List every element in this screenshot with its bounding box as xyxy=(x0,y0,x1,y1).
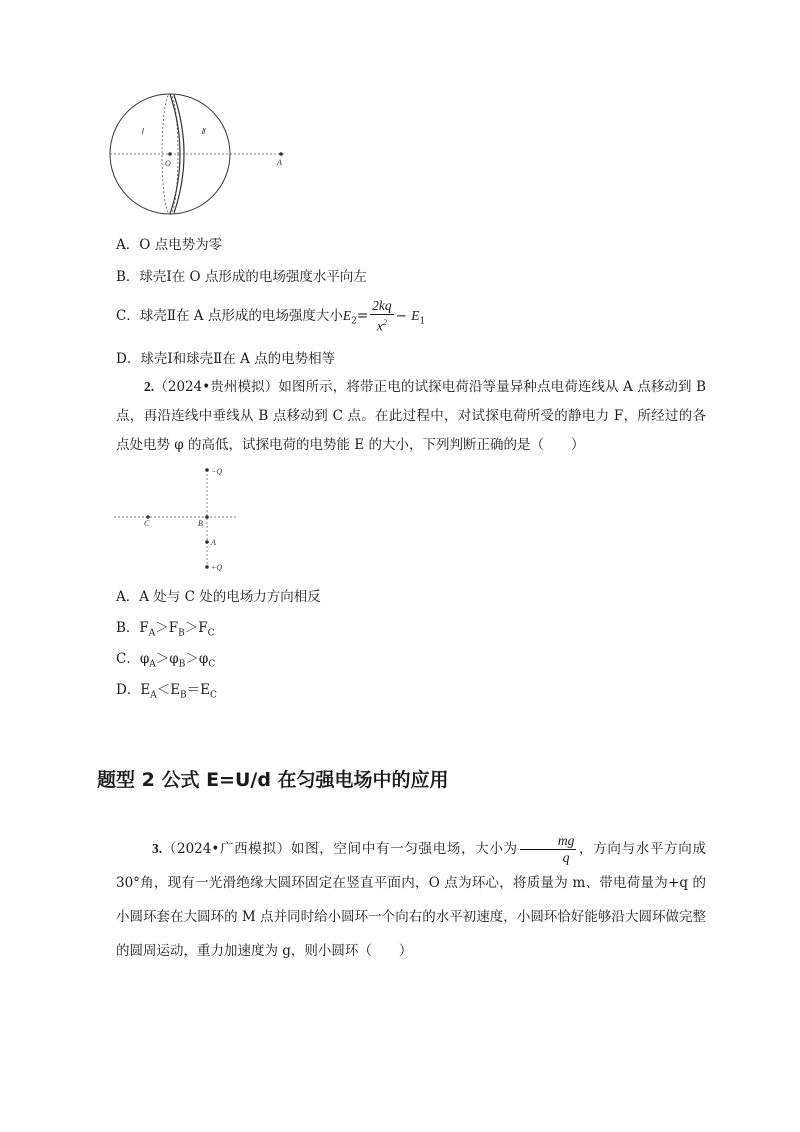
q3-question xyxy=(116,832,706,968)
charge-pos xyxy=(205,565,209,569)
q3-frac-num: mg xyxy=(520,833,577,850)
q2-b-c-sub: C xyxy=(207,628,215,639)
q2-d-b: E xyxy=(170,682,181,698)
q2-option-a: A．A 处与 C 处的电场力方向相反 xyxy=(116,589,321,605)
q1-option-a: A．O 点电势为零 xyxy=(116,237,223,253)
q2-d-b-sub: B xyxy=(180,690,187,701)
q2-c-a-sub: A xyxy=(149,659,156,670)
formula-denominator xyxy=(370,315,394,335)
formula-den-var: x xyxy=(376,318,383,334)
formula-fraction xyxy=(370,298,394,335)
formula-rhs: E xyxy=(411,307,420,323)
q2-option-b xyxy=(116,616,215,639)
q1-option-c-text: C．球壳Ⅱ在 A 点形成的电场强度大小 xyxy=(116,307,343,324)
point-A xyxy=(279,152,283,156)
label-I: Ⅰ xyxy=(141,127,144,136)
formula-eq: = xyxy=(356,307,369,324)
label-O: O xyxy=(165,159,171,168)
label-B: B xyxy=(198,519,203,528)
formula-lhs-sub: 2 xyxy=(351,316,357,327)
q1-option-d: D．球壳Ⅰ和球壳Ⅱ在 A 点的电势相等 xyxy=(116,351,336,367)
formula-lhs: E xyxy=(342,307,352,323)
label-A-2: A xyxy=(211,538,216,547)
q2-option-d xyxy=(116,678,217,701)
q2-d-a-sub: A xyxy=(150,690,157,701)
q2-c-b: φ xyxy=(169,651,179,667)
q2-c-gt2: ＞ xyxy=(185,651,199,667)
q1-option-b: B．球壳Ⅰ在 O 点形成的电场强度水平向左 xyxy=(116,269,367,285)
q2-d-c: E xyxy=(200,682,211,698)
formula-rhs-sub: 1 xyxy=(419,316,426,327)
q2-b-c: F xyxy=(198,620,208,636)
q1-option-c xyxy=(116,298,425,335)
figure-sphere-shells xyxy=(105,92,295,222)
q2-option-b-prefix: B． xyxy=(116,620,140,636)
point-O xyxy=(168,152,172,156)
q2-b-gt2: ＞ xyxy=(184,620,199,636)
q3-fraction xyxy=(520,833,577,866)
q3-text-part2: ，方向与水平方向成 30°角，现有一光滑绝缘大圆环固定在竖直平面内，O 点为环心，将质量为 m、带电荷量为+q 的小圆环套在大圆环的 M 点并同时给小圆环一个向右的水平初速度，小圆环恰好能够沿大圆环做完整的圆周运动，重力加速度为 g，则小圆环（ ） xyxy=(116,841,706,959)
point-A-2 xyxy=(205,540,209,544)
q2-c-c: φ xyxy=(198,651,209,667)
q2-option-c-prefix: C． xyxy=(116,651,140,667)
q2-b-a: F xyxy=(139,620,149,636)
formula-den-sup: 2 xyxy=(382,318,387,327)
q2-option-d-prefix: D． xyxy=(116,682,141,698)
label-negQ: −Q xyxy=(211,467,223,476)
q2-b-b-sub: B xyxy=(178,628,185,639)
label-posQ: +Q xyxy=(211,563,223,572)
q2-d-eq: ＝ xyxy=(186,682,201,698)
formula-numerator: 2kq xyxy=(372,298,392,313)
label-II: Ⅱ xyxy=(201,127,205,136)
q2-b-gt1: ＞ xyxy=(155,620,169,636)
q2-d-c-sub: C xyxy=(210,690,217,701)
q2-number: 2. xyxy=(144,379,155,394)
q3-text-part1: （2024•广西模拟）如图，空间中有一匀强电场，大小为 xyxy=(162,841,518,857)
q3-frac-den: q xyxy=(562,850,570,865)
q2-b-a-sub: A xyxy=(148,628,156,639)
section-heading: 题型 2 公式 E=U/d 在匀强电场中的应用 xyxy=(97,769,449,791)
q2-option-c xyxy=(116,647,215,670)
q2-text: （2024•贵州模拟）如图所示，将带正电的试探电荷沿等量异种点电荷连线从 A 点移动到 B 点，再沿连线中垂线从 B 点移动到 C 点。在此过程中，对试探电荷所受的静电力 F，所经过的各点处电势 φ 的高低，试探电荷的电势能 E 的大小，下列判断正确的是（ ） xyxy=(116,379,706,453)
q2-c-a: φ xyxy=(139,651,150,667)
q2-question xyxy=(116,372,706,460)
label-C: C xyxy=(144,519,150,528)
point-B xyxy=(205,515,209,519)
q2-d-a: E xyxy=(140,682,151,698)
q3-number: 3. xyxy=(152,841,163,856)
label-A: A xyxy=(277,158,282,167)
q2-c-b-sub: B xyxy=(178,659,186,670)
q2-d-lt: ＜ xyxy=(156,682,171,698)
q2-c-c-sub: C xyxy=(208,659,216,670)
figure-dipole xyxy=(112,462,242,577)
q2-c-gt1: ＞ xyxy=(155,651,170,667)
q2-b-b: F xyxy=(168,620,179,636)
formula-minus: − xyxy=(395,307,407,324)
charge-neg xyxy=(205,468,209,472)
